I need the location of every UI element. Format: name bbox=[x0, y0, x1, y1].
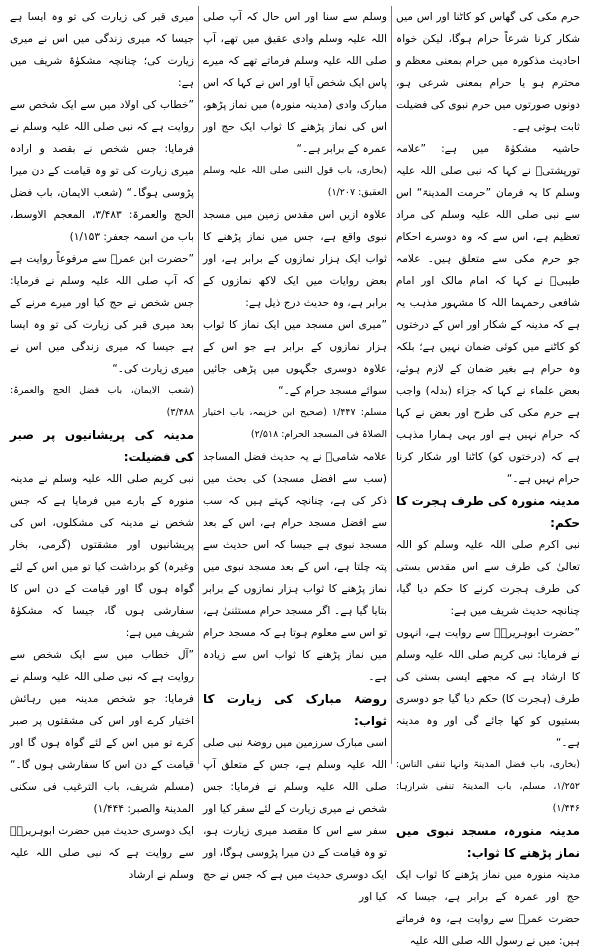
body-paragraph: نبی اکرم صلی اللہ علیہ وسلم کو اللہ تعالیٰ کی طرف سے اس مقدس بستی کی طرف ہجرت کرنے کا حکم دیا گیا، چنانچہ حدیث شریف میں ہے: bbox=[396, 539, 580, 617]
section-heading: روضۂ مبارک کی زیارت کا ثواب: bbox=[203, 692, 387, 728]
body-paragraph: ”آل خطاب میں سے ایک شخص سے روایت ہے کہ نبی صلی اللہ علیہ وسلم نے فرمایا: جو شخص مدینہ میں رہائش اختیار کرے اور اس کی مشقتوں پر صبر کرے تو میں اس کے لئے گواہ ہوں گا اور قیامت کے دن اس کا سفارشی ہوں گا۔“ (مسلم شریف، باب الترغیب فی سکنی المدینۃ والصبر: ۱/۴۴۴) bbox=[10, 649, 194, 815]
citation-reference: مسلم: ۱/۴۴۷ (صحیح ابن خزیمہ، باب اختیار الصلاۃ فی المسجد الحرام: ۲/۵۱۸) bbox=[203, 407, 387, 440]
body-paragraph: میری قبر کی زیارت کی تو وہ ایسا ہے جیسا کہ میری زندگی میں اس نے میری زیارت کی؛ چنانچہ مشکوٰۃ شریف میں ہے: bbox=[10, 11, 194, 89]
body-paragraph: ایک دوسری حدیث میں حضرت ابوہریرہؓ سے روایت ہے کہ نبی صلی اللہ علیہ وسلم نے ارشاد bbox=[10, 825, 194, 881]
body-paragraph: علامہ شامیؒ نے یہ حدیث فضل المساجد (سب سے افضل مسجد) کی بحث میں ذکر کی ہے، چنانچہ کہتے ہیں کہ سب سے افضل مسجد حرام ہے، اس کے بعد مسجد نبوی ہے جیسا کہ اس حدیث سے پتہ چلتا ہے، اس کے بعد مسجد نبوی میں نماز پڑھنے کا ثواب ہزار نمازوں کے برابر بتایا گیا ہے۔ اگر مسجد حرام مستثنیٰ ہے، تو اس سے معلوم ہوتا ہے کہ مسجد حرام میں نماز پڑھنے کا ثواب اس سے زیادہ ہے۔ bbox=[203, 451, 387, 683]
citation-reference: (بخاری، باب قول النبی صلی اللہ علیہ وسلم العقیق: ۱/۲۰۷) bbox=[203, 165, 387, 198]
column-container bbox=[6, 6, 584, 947]
body-paragraph: وسلم سے سنا اور اس حال کہ آپ صلی اللہ علیہ وسلم وادی عقیق میں تھے، آپ صلی اللہ علیہ وسلم فرماتے تھے کہ میرے پاس ایک شخص آیا اور اس نے کہا کہ اس مبارک وادی (مدینہ منورہ) میں نماز پڑھو، اس کی نماز پڑھنے کا ثواب ایک حج اور عمرہ کے برابر ہے۔“ bbox=[203, 11, 387, 155]
body-paragraph: اسی مبارک سرزمین میں روضۂ نبی صلی اللہ علیہ وسلم ہے، جس کے متعلق آپ صلی اللہ علیہ وسلم نے فرمایا: جس شخص نے میری زیارت کے لئے سفر کیا اور سفر سے اس کا مقصد میری زیارت ہو، تو وہ قیامت کے دن میرا پڑوسی ہوگا، اور ایک دوسری حدیث میں ہے کہ جس نے حج کیا اور bbox=[203, 737, 387, 903]
body-paragraph: ”حضرت ابوہریرہؓ سے روایت ہے، انہوں نے فرمایا: نبی کریم صلی اللہ علیہ وسلم کا ارشاد ہے کہ مجھے ایسی بستی کی طرف (ہجرت کا) حکم دیا گیا جو دوسری بستیوں کو کھا جائے گی اور وہ مدینہ ہے۔“ bbox=[396, 627, 580, 749]
body-paragraph: حرم مکی کی گھاس کو کاٹنا اور اس میں شکار کرنا شرعاً حرام ہوگا، لیکن خواہ احادیث مذکورہ میں حرام بمعنی معظم و محترم ہو یا حرام بمعنی شرعی ہو، دونوں صورتوں میں حرم نبوی کی فضیلت ثابت ہوتی ہے۔ bbox=[396, 11, 580, 133]
citation-reference: (شعب الایمان، باب فضل الحج والعمرۃ: ۳/۴۸۸) bbox=[10, 385, 194, 418]
text-column-right bbox=[392, 6, 584, 947]
section-heading: مدینہ کی پریشانیوں پر صبر کی فضیلت: bbox=[10, 428, 194, 464]
body-paragraph: ”میری اس مسجد میں ایک نماز کا ثواب ہزار نمازوں کے برابر ہے جو اس کے علاوہ دوسری جگہوں میں پڑھی جائیں سوائے مسجد حرام کے۔“ bbox=[203, 319, 387, 397]
body-paragraph: ”حضرت ابن عمرؓ سے مرفوعاً روایت ہے کہ آپ صلی اللہ علیہ وسلم نے فرمایا: جس شخص نے حج کیا اور میرے مرنے کے بعد میری قبر کی زیارت کی تو وہ ایسا ہے جیسا کہ میری زندگی میں اس نے میری زیارت کی۔“ bbox=[10, 253, 194, 375]
text-column-middle bbox=[199, 6, 392, 903]
body-paragraph: نبی کریم صلی اللہ علیہ وسلم نے مدینہ منورہ کے بارے میں فرمایا ہے کہ جس شخص نے مدینہ کی مشکلوں، اس کی پریشانیوں اور مشقتوں (گرمی، بخار وغیرہ) کو برداشت کیا تو میں اس کے لئے گواہ ہوں گا اور قیامت کے دن اس کا سفارشی ہوں گا، جیسا کہ مشکوٰۃ شریف میں ہے: bbox=[10, 473, 194, 639]
text-column-left bbox=[6, 6, 199, 881]
body-paragraph: ”خطاب کی اولاد میں سے ایک شخص سے روایت ہے کہ نبی صلی اللہ علیہ وسلم نے فرمایا: جس شخص نے بقصد و ارادہ میری زیارت کی تو وہ قیامت کے دن میرا پڑوسی ہوگا۔“ (شعب الایمان، باب فضل الحج والعمرۃ: ۳/۴۸۳، المعجم الاوسط، باب من اسمہ جعفر: ۱/۱۵۳) bbox=[10, 99, 194, 243]
body-paragraph: حاشیہ مشکوٰۃ میں ہے: ”علامہ تورپشتیؒ نے کہا کہ نبی صلی اللہ علیہ وسلم کا یہ فرمان ”حرمت المدینۃ“ اس سے نبی صلی اللہ علیہ وسلم کی مراد تعظیم ہے، اس سے کہ وہ دوسرے احکام جو حرم مکی سے متعلق ہیں۔ علامہ طیبیؒ نے کہا کہ امام مالک اور امام شافعی رحمہما اللہ کا مشہور مذہب یہ ہے کہ مدینہ کے شکار اور اس کے درختوں کو کاٹنے میں کوئی ضمان نہیں ہے؛ بلکہ وہ حرام ہے بغیر ضمان کے لازم ہوئے، بعض علماء نے کہا کہ جزاء (بدلہ) واجب ہے حرم مکی کی طرح اور بعض نے کہا کہ حرام نہیں ہے اور یہی ہمارا مذہب ہے کہ (درختوں کو) کاٹنا اور شکار کرنا حرام نہیں ہے۔“ bbox=[396, 143, 580, 485]
body-paragraph: مدینہ منورہ میں نماز پڑھنے کا ثواب ایک حج اور عمرہ کے برابر ہے، جیسا کہ حضرت عمرؓ سے روایت ہے، وہ فرماتے ہیں: میں نے رسول اللہ صلی اللہ علیہ bbox=[396, 869, 580, 947]
body-paragraph: علاوہ ازیں اس مقدس زمین میں مسجد نبوی واقع ہے، جس میں نماز پڑھنے کا ثواب ایک ہزار نمازوں کے برابر ہے، اور بعض روایات میں ایک لاکھ نمازوں کے برابر ہے، وہ حدیث درج ذیل ہے: bbox=[203, 209, 387, 309]
citation-reference: (بخاری، باب فضل المدینۃ وانہا تنفی الناس: ۱/۲۵۲، مسلم، باب المدینۃ تنفی شرارہا: ۱/۴۴۶) bbox=[396, 759, 580, 814]
section-heading: مدینہ منورہ کی طرف ہجرت کا حکم: bbox=[396, 494, 580, 530]
section-heading: مدینہ منورہ، مسجد نبوی میں نماز پڑھنے کا ثواب: bbox=[396, 824, 580, 860]
